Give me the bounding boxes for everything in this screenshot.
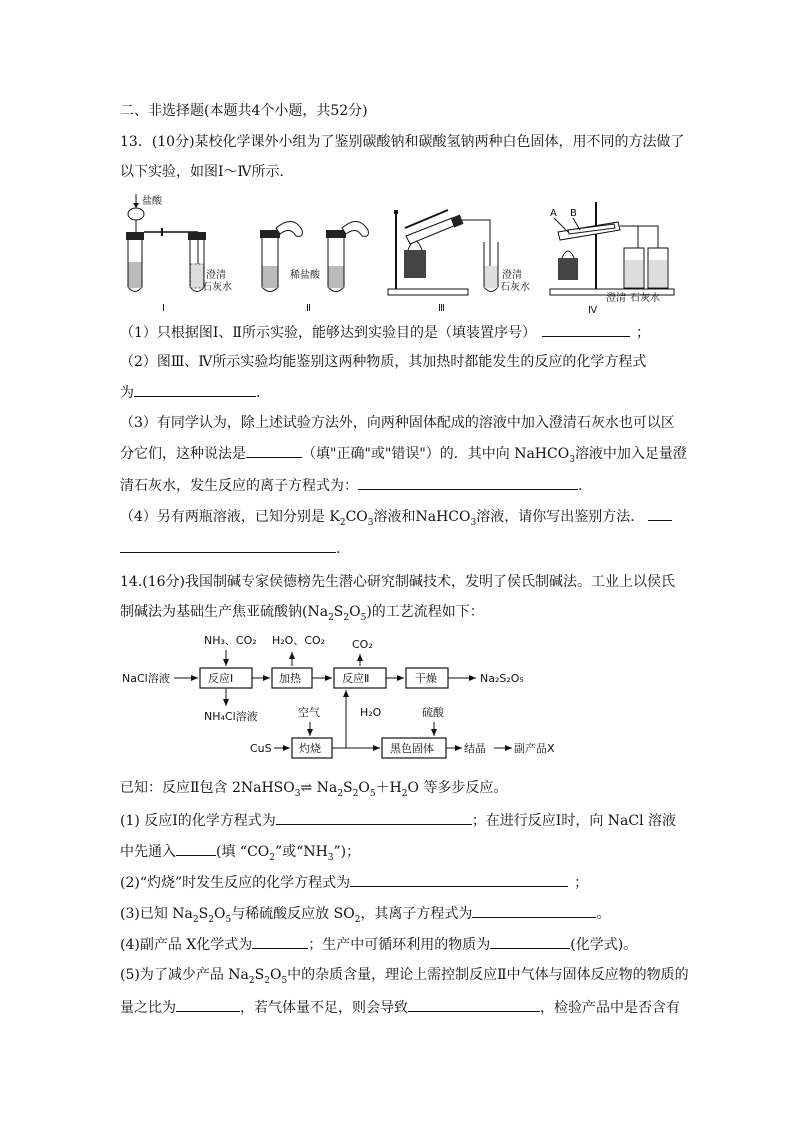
- apparatus-3: [388, 210, 530, 314]
- flow-nacl: NaCl溶液: [122, 672, 170, 685]
- q14-known-e: ＋H: [375, 780, 402, 796]
- q14-stem-line2: [120, 602, 484, 622]
- sub-2: 2: [343, 612, 350, 623]
- q14-s5-line1: [120, 965, 689, 985]
- sub-2: 2: [269, 852, 275, 863]
- sub-3: 3: [569, 454, 575, 465]
- sub-3: 3: [294, 788, 301, 799]
- q14-s5-line2: [120, 997, 680, 1018]
- q13-stem-line2: 以下实验，如图Ⅰ～Ⅳ所示．: [120, 164, 294, 180]
- flow-black-solid: 黑色固体: [390, 742, 434, 755]
- q13-part3-text-d: 清石灰水，发生反应的离子方程式为：: [120, 478, 358, 494]
- sub-5: 5: [281, 975, 288, 986]
- q14-s4-text-c: (化学式)。: [570, 937, 638, 953]
- sub-2: 2: [401, 788, 408, 799]
- flow-product: Na₂S₂O₅: [480, 672, 524, 685]
- q13-part1: [120, 322, 650, 343]
- q14-s1-text-c: 中先通入: [120, 844, 176, 860]
- q13-part2-line1: （2）图Ⅲ、Ⅳ所示实验均能鉴别这两种物质，其加热时都能发生的反应的化学方程式: [120, 354, 647, 370]
- sub-2: 2: [264, 975, 270, 986]
- q13-part3-line2: [120, 443, 687, 464]
- q14-s1-blank-a[interactable]: [276, 810, 472, 825]
- sub-3: 3: [327, 852, 334, 863]
- q14-known-c: S: [343, 780, 353, 796]
- q14-s3-text-b: S: [198, 906, 209, 922]
- q14-stem-text-d: )的工艺流程如下：: [366, 604, 484, 620]
- q13-part4-blank-a[interactable]: [648, 506, 672, 521]
- q14-s2-end: ；: [574, 875, 589, 891]
- q14-s3-text-d: 与稀硫酸反应放 SO: [231, 906, 355, 922]
- q14-known-b: ⇌ Na: [300, 780, 338, 796]
- flow-roast: 灼烧: [299, 742, 321, 755]
- sub-5: 5: [360, 612, 367, 623]
- q13-part3-line1: （3）有同学认为，除上述试验方法外，向两种固体配成的溶液中加入澄清石灰水也可以区: [120, 415, 675, 431]
- q13-part4-end: .: [336, 541, 341, 557]
- q14-s1-text-e: ”或“NH: [275, 844, 328, 860]
- q14-s3-blank[interactable]: [472, 903, 596, 918]
- q14-s5-blank-b[interactable]: [408, 997, 540, 1012]
- q13-part3-blank-b[interactable]: [358, 475, 578, 490]
- roman-iv: Ⅳ: [588, 305, 598, 314]
- apparatus-1: [126, 194, 232, 314]
- q14-s5-text-g: ，检验产品中是否含有: [540, 1000, 680, 1016]
- limewater-label-3a: 澄清: [502, 270, 522, 281]
- q13-part2-line2: [120, 382, 260, 403]
- q13-part3-text-c: 溶液中加入足量澄: [574, 446, 687, 462]
- flow-crystal: 结晶: [464, 742, 486, 755]
- flow-h2o-co2: H₂O、CO₂: [272, 634, 326, 647]
- flow-nh3-co2: NH₃、CO₂: [204, 634, 257, 647]
- apparatus-4: [550, 202, 674, 314]
- q14-s2-text: (2)“灼烧”时发生反应的化学方程式为: [120, 875, 351, 891]
- flow-reaction2: 反应Ⅱ: [342, 672, 370, 685]
- q14-s5-text-b: S: [254, 967, 265, 983]
- sub-3: 3: [470, 517, 477, 528]
- q14-s2: [120, 872, 588, 893]
- sub-2: 2: [339, 517, 346, 528]
- sub-5: 5: [225, 914, 232, 925]
- q14-flow-diagram: [118, 630, 558, 770]
- flow-co2: CO₂: [352, 638, 373, 651]
- q13-part3-text-b: （填"正确"或"错误"）的．其中向 NaHCO: [302, 446, 570, 462]
- q13-part4-line1: [120, 506, 672, 527]
- q14-s5-text-c: O: [269, 967, 282, 983]
- q14-s3-text-c: O: [213, 906, 226, 922]
- flow-h2o: H₂O: [360, 706, 382, 719]
- q13-part3-line3: [120, 475, 582, 496]
- roman-ii: Ⅱ: [306, 303, 311, 314]
- q14-s4-text-b: ；生产中可循环利用的物质为: [308, 937, 491, 953]
- label-b: B: [570, 208, 577, 219]
- dilute-hcl-label: 稀盐酸: [290, 270, 320, 281]
- q14-s1-text-f: ”)；: [333, 844, 361, 860]
- q14-s5-text-f: ，若气体量不足，则会导致: [240, 1000, 408, 1016]
- q13-part1-text: （1）只根据图Ⅰ、Ⅱ所示实验，能够达到实验目的是（填装置序号）: [120, 325, 536, 341]
- flow-byproduct: 副产品X: [514, 742, 555, 755]
- limewater-label-3b: 石灰水: [500, 282, 530, 293]
- q14-s4: [120, 934, 637, 955]
- q13-part4-text-a: （4）另有两瓶溶液，已知分别是 K: [120, 509, 340, 525]
- flow-cus: CuS: [250, 742, 272, 755]
- flow-air: 空气: [298, 706, 320, 719]
- q14-s4-text-a: (4)副产品 X化学式为: [120, 937, 253, 953]
- q14-stem-line1: 14.(16分)我国制碱专家侯德榜先生潜心研究制碱技术，发明了侯氏制碱法。工业上以侯氏: [120, 574, 676, 590]
- q14-s1-blank-b[interactable]: [176, 841, 216, 856]
- sub-2: 2: [337, 788, 343, 799]
- q13-part4-text-c: 溶液和NaHCO: [373, 509, 471, 525]
- q14-s1-text-d: (填 “CO: [216, 844, 270, 860]
- section-heading: 二、非选择题(本题共4个小题，共52分): [120, 103, 368, 119]
- q14-s3-text-a: (3)已知 Na: [120, 906, 193, 922]
- q14-s3-text-e: ，其离子方程式为: [360, 906, 473, 922]
- roman-i: Ⅰ: [162, 303, 165, 314]
- flow-nh4cl: NH₄Cl溶液: [204, 710, 258, 723]
- q13-part2-prefix: 为: [120, 385, 134, 401]
- limewater-label-2: 石灰水: [202, 282, 232, 293]
- sub-5: 5: [369, 788, 376, 799]
- sub-2: 2: [354, 914, 361, 925]
- q14-s1-line2: [120, 841, 360, 862]
- sub-2: 2: [248, 975, 255, 986]
- q13-stem-line1: 13．(10分)某校化学课外小组为了鉴别碳酸钠和碳酸氢钠两种白色固体，用不同的方法做了: [120, 134, 685, 150]
- q14-s5-text-d: 中的杂质含量，理论上需控制反应Ⅱ中气体与固体反应物的物质的: [287, 967, 689, 983]
- q13-part4-line2: [120, 538, 340, 559]
- sub-2: 2: [328, 612, 334, 623]
- sub-2: 2: [192, 914, 199, 925]
- flow-reaction1: 反应Ⅰ: [208, 672, 234, 685]
- q13-part2-blank[interactable]: [134, 382, 256, 397]
- flow-dry: 干燥: [415, 672, 437, 685]
- q14-known-f: O 等多步反应。: [407, 780, 508, 796]
- q13-part1-blank[interactable]: [542, 322, 630, 337]
- q14-s5-text-a: (5)为了减少产品 Na: [120, 967, 249, 983]
- sub-2: 2: [352, 788, 359, 799]
- sub-2: 2: [208, 914, 214, 925]
- q13-part1-end: ；: [635, 325, 650, 341]
- limewater-label-4b: 石灰水: [630, 293, 660, 304]
- q13-part4-text-b: CO: [345, 509, 368, 525]
- q13-part4-blank-b[interactable]: [120, 538, 336, 553]
- q14-s4-blank-b[interactable]: [490, 934, 570, 949]
- limewater-label-4: 澄清: [606, 293, 626, 304]
- roman-iii: Ⅲ: [438, 303, 445, 314]
- q14-stem-text-c: O: [349, 604, 361, 620]
- q13-part3-text-a: 分它们，这种说法是: [120, 446, 246, 462]
- q14-s5-blank-a[interactable]: [176, 997, 240, 1012]
- q13-part3-end: .: [578, 478, 583, 494]
- q14-s5-text-e: 量之比为: [120, 1000, 176, 1016]
- q13-apparatus-figure: [118, 192, 678, 314]
- apparatus-2: [260, 221, 368, 314]
- flow-sulfuric: 硫酸: [422, 706, 444, 719]
- q13-part2-end: .: [256, 385, 261, 401]
- q14-s3: [120, 903, 610, 924]
- q14-s1-line1: [120, 810, 676, 831]
- sub-3: 3: [367, 517, 374, 528]
- q14-stem-text-b: S: [333, 604, 344, 620]
- q14-s4-blank-a[interactable]: [252, 934, 308, 949]
- q14-s1-text-a: (1) 反应Ⅰ的化学方程式为: [120, 813, 276, 829]
- flow-heat: 加热: [279, 672, 301, 685]
- q14-s1-text-b: ；在进行反应Ⅰ时，向 NaCl 溶液: [471, 813, 677, 829]
- q13-part3-blank-a[interactable]: [246, 443, 302, 458]
- q14-stem-text-a: 制碱法为基础生产焦亚硫酸钠(Na: [120, 604, 329, 620]
- q14-known: [120, 778, 507, 798]
- q14-known-d: O: [358, 780, 370, 796]
- q14-known-a: 已知：反应Ⅱ包含 2NaHSO: [120, 780, 295, 796]
- q14-s2-blank[interactable]: [350, 872, 568, 887]
- q14-s3-end: 。: [596, 906, 611, 922]
- label-a: A: [550, 208, 557, 219]
- hcl-label: 盐酸: [142, 196, 162, 207]
- limewater-label-1: 澄清: [206, 270, 226, 281]
- q13-part4-text-d: 溶液，请你写出鉴别方法．: [476, 509, 645, 525]
